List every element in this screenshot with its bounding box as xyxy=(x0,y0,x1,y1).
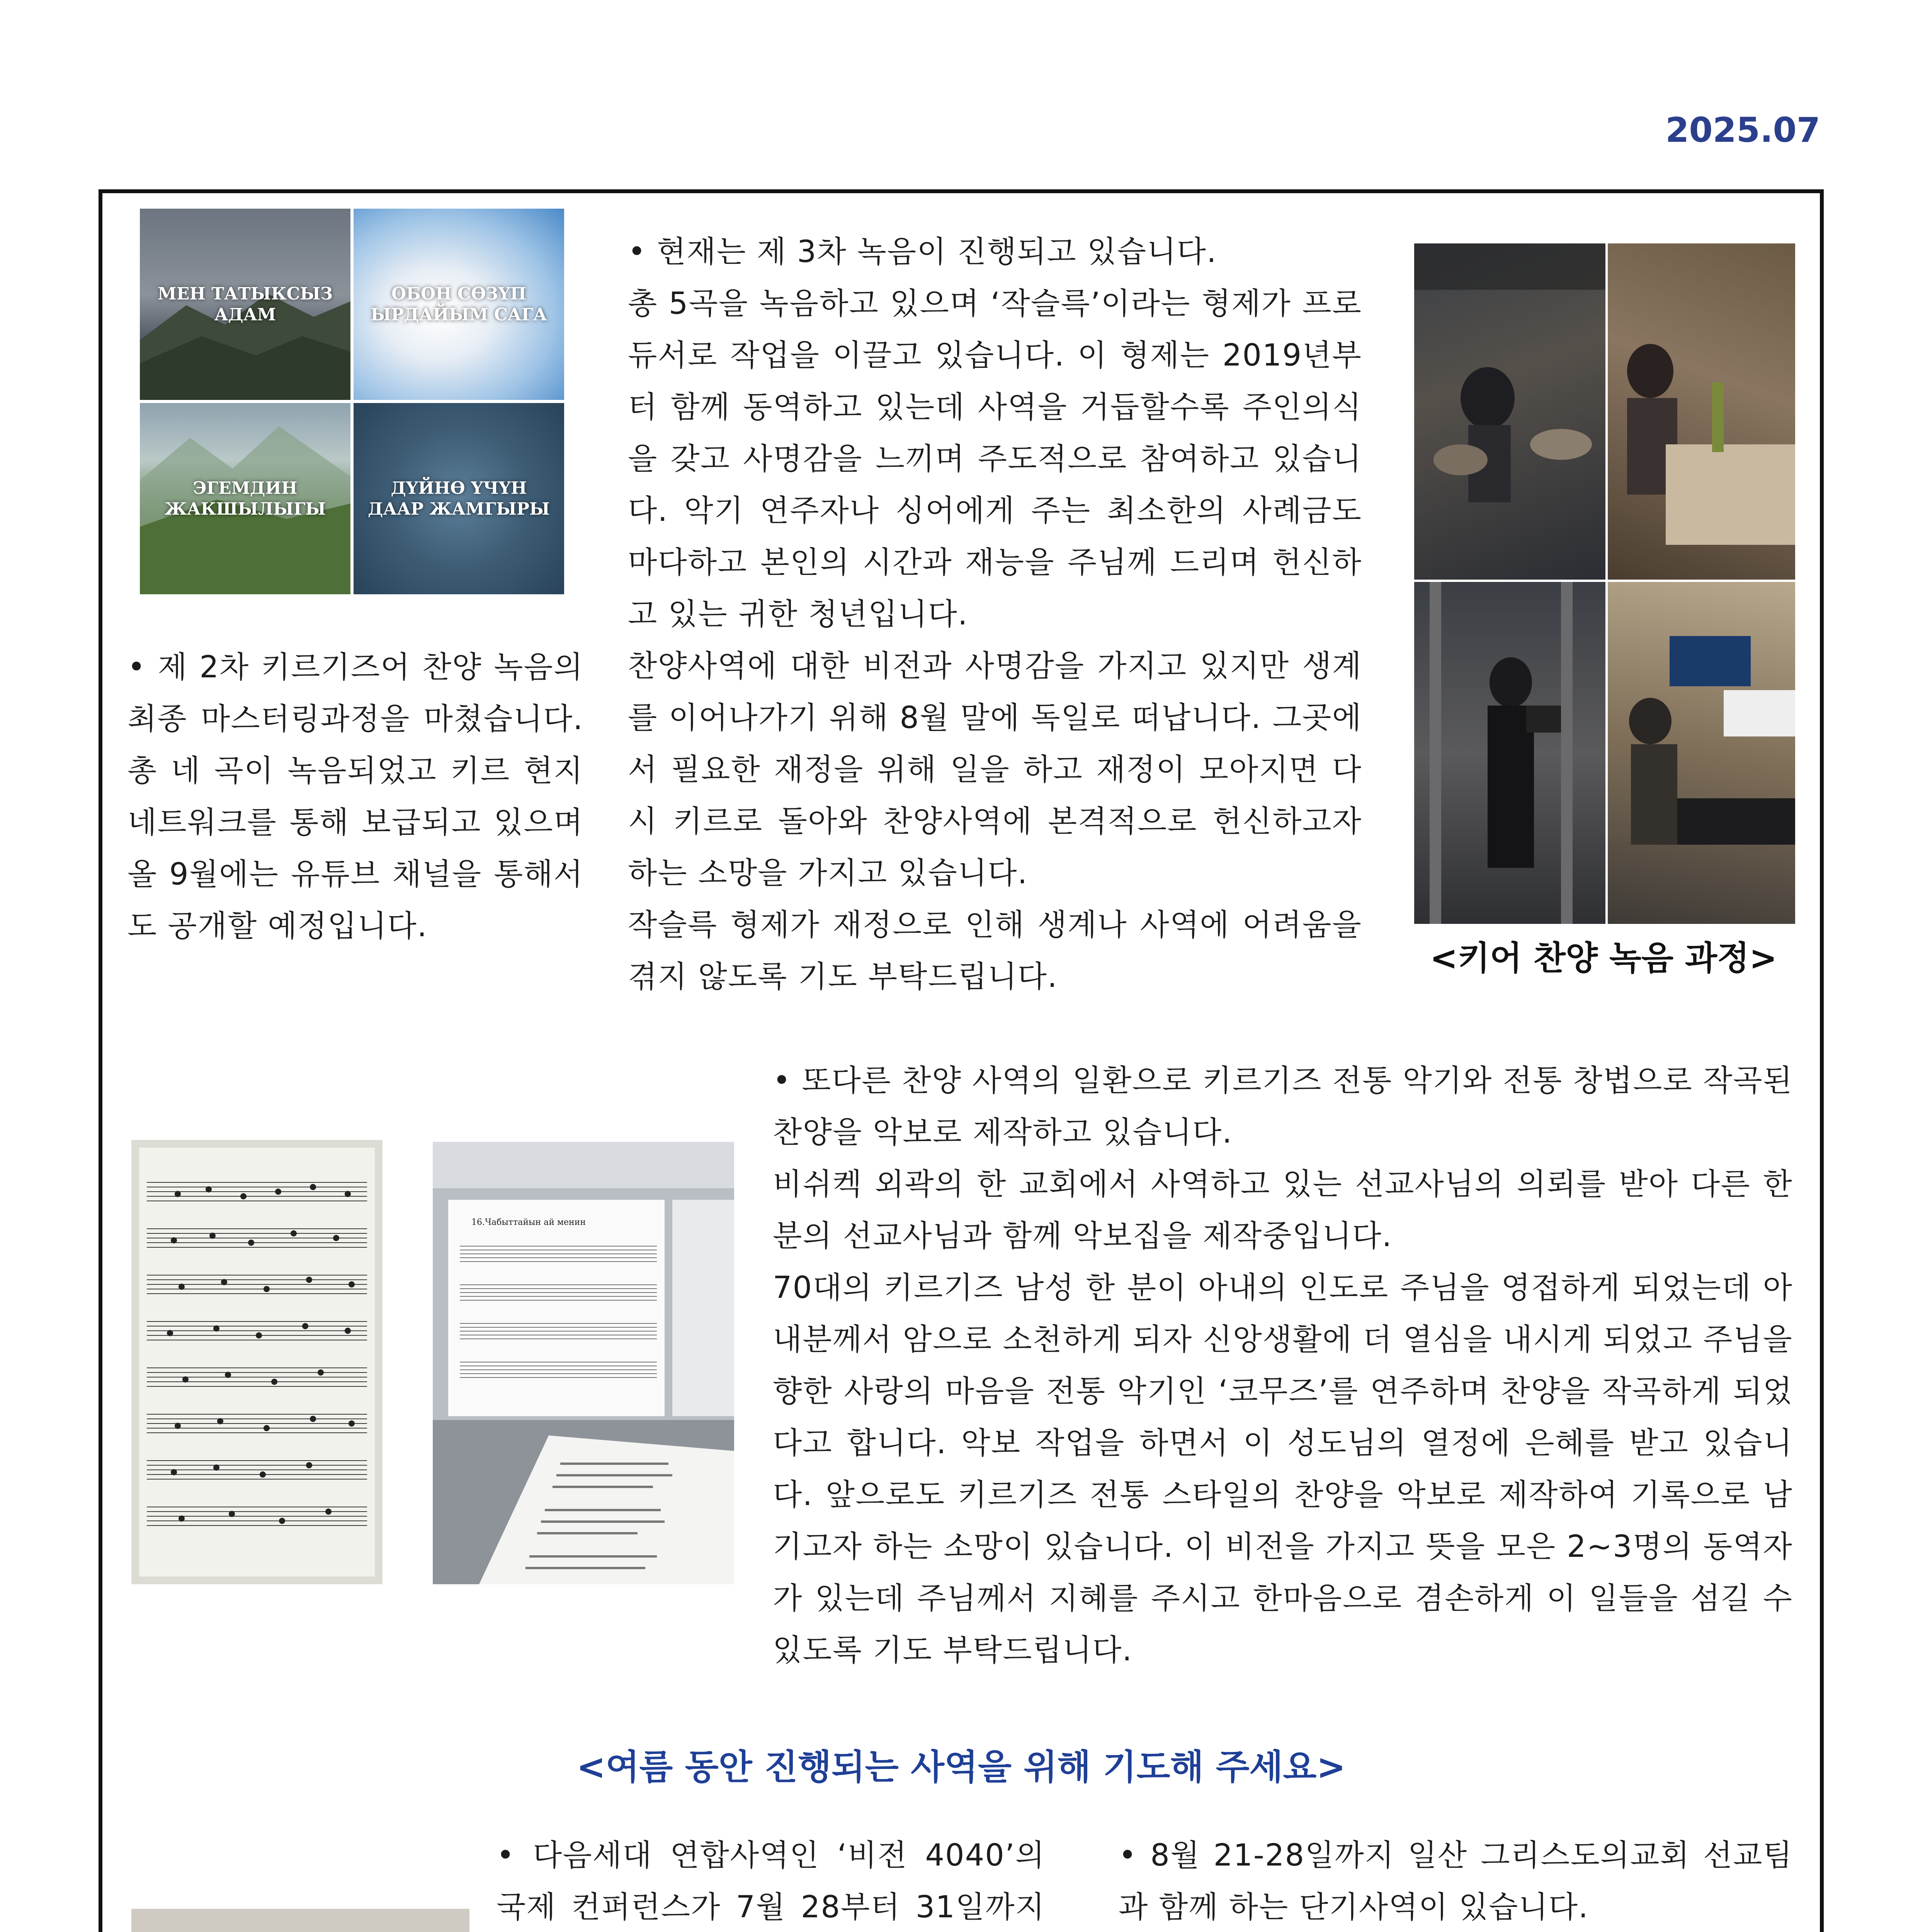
sheet-music-text: • 또다른 찬양 사역의 일환으로 키르기즈 전통 악기와 전통 창법으로 작곡된 찬양을 악보로 제작하고 있습니다. 비쉬켁 외곽의 한 교회에서 사역하고 있는 선교사님의 의뢰를 받아 다른 한 분의 선교사님과 함께 악보집을 제작중입니다. 70대의 키르기즈 남성 한 분이 아내의 인도로 주님을 영접하게 되었는데 아내분께서 암으로 소천하게 되자 신앙생활에 더 열심을 내시게 되었고 주님을 향한 사랑의 마음을 전통 악기인 ‘코무즈’를 연주하며 찬양을 작곡하게 되었다고 합니다. 악보 작업을 하면서 이 성도님의 열정에 은혜를 받고 있습니다. 앞으로도 키르기즈 전통 스타일의 찬양을 악보로 제작하여 기록으로 남기고자 하는 소망이 있습니다. 이 비전을 가지고 뜻을 모은 2~3명의 동역자가 있는데 주님께서 지혜를 주시고 한마음으로 겸손하게 이 일들을 섬길 수 있도록 기도 부탁드립니다. xyxy=(773,1063,1793,1668)
recording-complete-text: • 제 2차 키르기즈어 찬양 녹음의 최종 마스터링과정을 마쳤습니다. 총 네 곡이 녹음되었고 키르 현지 네트워크를 통해 보급되고 있으며 올 9월에는 유튜브 채널을 통해서도 공개할 예정입니다. xyxy=(128,650,583,944)
handwritten-sheet-music-photo xyxy=(131,1140,383,1584)
album-cover-grid xyxy=(140,209,564,594)
vocal-recording-photo xyxy=(1414,582,1605,924)
guitar-recording-photo xyxy=(1608,243,1795,580)
short-term-mission-text: • 8월 21-28일까지 일산 그리스도의교회 선교팀과 함께 하는 단기사역이 있습니다. xyxy=(1119,1838,1793,1925)
laptop-sheet-music-photo xyxy=(433,1142,734,1584)
album-cover-4: ДҮЙНӨ ҮЧҮН ДААР ЖАМГЫРЫ xyxy=(354,403,564,594)
conference-prayer-text: • 다음세대 연합사역인 ‘비전 4040’의 국제 컨퍼런스가 7월 28부터 31일까지 xyxy=(497,1838,1045,1925)
recording-photo-caption: <키어 찬양 녹음 과정> xyxy=(1430,939,1777,978)
conference-poster xyxy=(131,1909,469,1932)
drum-recording-photo xyxy=(1414,243,1605,580)
album-cover-1: МЕН ТАТЫКСЫЗ АДАМ xyxy=(140,209,350,400)
prayer-section-heading: <여름 동안 진행되는 사역을 위해 기도해 주세요> xyxy=(576,1747,1346,1787)
album-cover-3: ЭГЕМДИН ЖАКШЫЛЫГЫ xyxy=(140,403,350,594)
album-cover-2: ОБОН СӨЗҮП ЫРДАЙЫМ САГА xyxy=(354,209,564,400)
svg-text:16.Чабыттайын ай менин: 16.Чабыттайын ай менин xyxy=(471,1218,586,1227)
recording-photo-collage xyxy=(1414,243,1793,922)
third-recording-text: • 현재는 제 3차 녹음이 진행되고 있습니다. 총 5곡을 녹음하고 있으며 ‘작슬륵’이라는 형제가 프로듀서로 작업을 이끌고 있습니다. 이 형제는 2019년부터 함께 동역하고 있는데 사역을 거듭할수록 주인의식을 갖고 사명감을 느끼며 주도적으로 참여하고 있습니다. 악기 연주자나 싱어에게 주는 최소한의 사례금도 마다하고 본인의 시간과 재능을 주님께 드리며 헌신하고 있는 귀한 청년입니다. 찬양사역에 대한 비전과 사명감을 가지고 있지만 생계를 이어나가기 위해 8월 말에 독일로 떠납니다. 그곳에서 필요한 재정을 위해 일을 하고 재정이 모아지면 다시 키르로 돌아와 찬양사역에 본격적으로 헌신하고자 하는 소망을 가지고 있습니다. 작슬륵 형제가 재정으로 인해 생계나 사역에 어려움을 겪지 않도록 기도 부탁드립니다. xyxy=(628,235,1362,994)
studio-mixing-photo xyxy=(1608,582,1795,924)
issue-date: 2025.07 xyxy=(1665,110,1820,150)
